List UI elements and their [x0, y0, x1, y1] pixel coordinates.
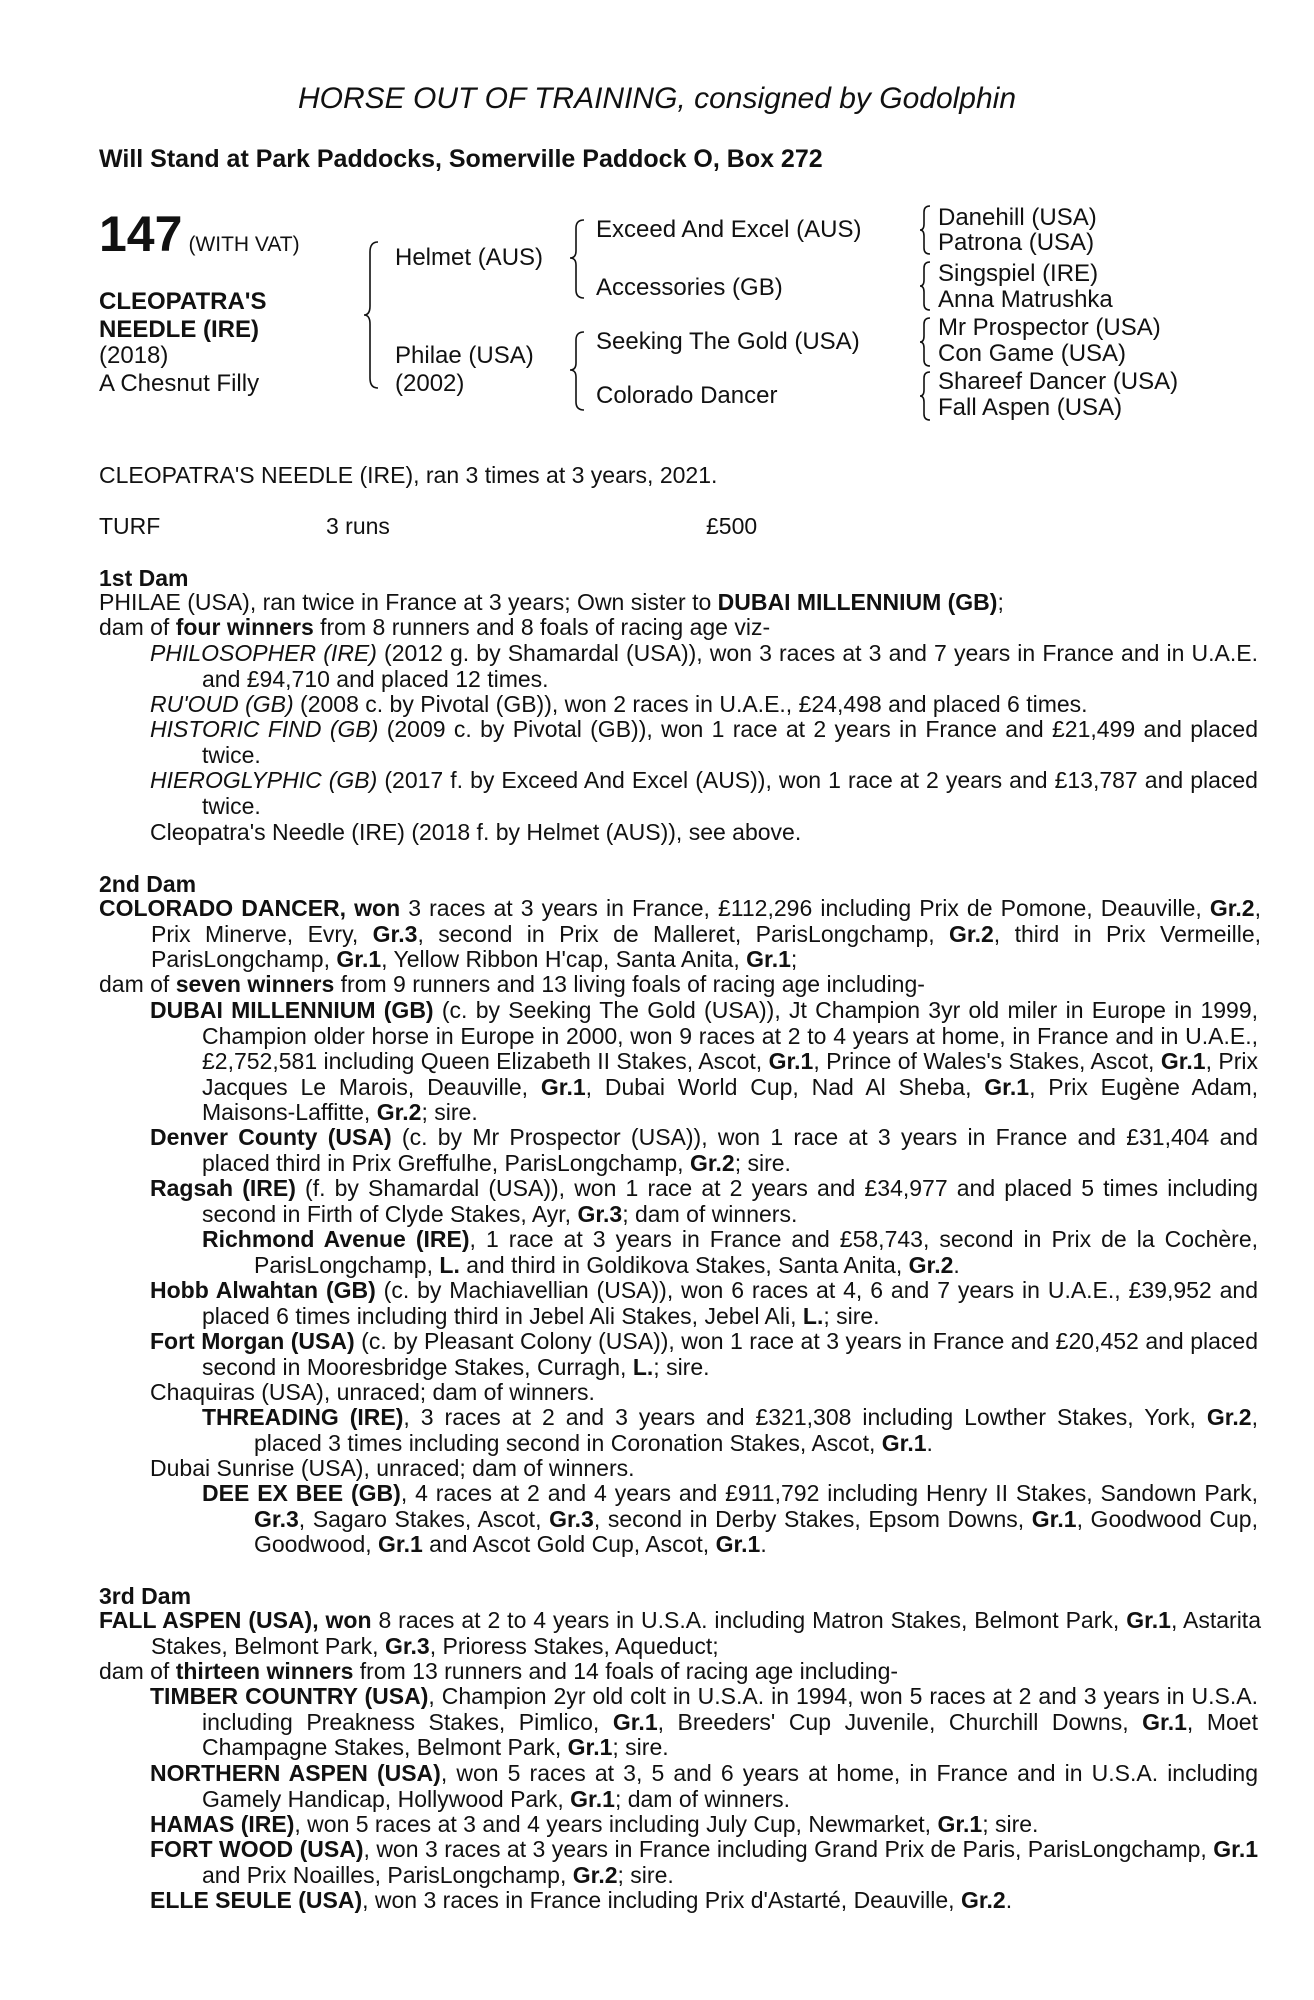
- horse-name-line1: CLEOPATRA'S: [99, 288, 267, 315]
- text-run: L.: [802, 1302, 824, 1329]
- text-run: Ragsah (IRE): [150, 1175, 296, 1201]
- pedigree-dam-sire: Seeking The Gold (USA): [596, 328, 860, 355]
- first-dam-offspring-5: [150, 820, 1206, 846]
- text-run: L.: [632, 1353, 654, 1380]
- pedigree-brace-g1: [918, 204, 932, 256]
- text-run: Gr.1: [378, 1531, 423, 1557]
- text-run: from 9 runners and 13 living foals of racing age including-: [334, 971, 925, 997]
- text-run: Gr.2: [960, 1887, 1006, 1913]
- text-run: DUBAI MILLENNIUM (GB): [150, 997, 434, 1023]
- text-run: Gr.3: [549, 1505, 594, 1532]
- text-run: THREADING (IRE): [202, 1404, 404, 1430]
- text-run: ; dam of winners.: [614, 1785, 791, 1812]
- text-run: L.: [439, 1251, 460, 1278]
- text-run: ; sire.: [617, 1861, 674, 1888]
- text-run: , 4 races at 2 and 4 years and £911,792 including Henry II Stakes, Sandown Park,: [400, 1480, 1259, 1506]
- text-run: ; sire.: [982, 1811, 1039, 1837]
- text-run: PHILAE (USA), ran twice in France at 3 years; Own sister to: [99, 589, 718, 615]
- text-run: , second in Derby Stakes, Epsom Downs,: [593, 1505, 1032, 1532]
- text-run: and third in Goldikova Stakes, Santa Anita,: [459, 1251, 909, 1278]
- text-run: , placed 3 times including second in Coronation Stakes, Ascot,: [254, 1404, 1258, 1456]
- third-dam-offspring-5: [150, 1888, 1258, 1914]
- first-dam-offspring-4: [150, 768, 1258, 819]
- pedigree-sire-sire: Exceed And Excel (AUS): [596, 216, 862, 243]
- third-dam-offspring-4: [150, 1837, 1258, 1888]
- pedigree-sire: Helmet (AUS): [395, 244, 544, 271]
- pedigree-g1: Danehill (USA): [938, 204, 1097, 231]
- second-dam-offspring-2: [150, 1125, 1258, 1176]
- text-run: , Sagaro Stakes, Ascot,: [298, 1505, 550, 1532]
- text-run: Gr.1: [1142, 1708, 1187, 1735]
- second-dam-offspring-6: [150, 1380, 1206, 1406]
- text-run: ;: [997, 589, 1004, 615]
- text-run: .: [760, 1531, 767, 1557]
- text-run: Gr.1: [1213, 1836, 1259, 1862]
- text-run: , won 5 races at 3, 5 and 6 years at home, in France and in U.S.A. including Gamely Handicap, Hollywood Park,: [202, 1760, 1258, 1812]
- text-run: (c. by Pleasant Colony (USA)), won 1 race at 3 years in France and £20,452 and placed second in Mooresbridge Stakes, Curragh,: [202, 1328, 1258, 1380]
- text-run: (2008 c. by Pivotal (GB)), won 2 races in U.A.E., £24,498 and placed 6 times.: [293, 691, 1088, 717]
- text-run: , won: [312, 1607, 372, 1633]
- text-run: Dubai Sunrise (USA), unraced; dam of winners.: [150, 1455, 635, 1481]
- text-run: ; sire.: [612, 1734, 669, 1760]
- text-run: .: [1005, 1887, 1013, 1913]
- text-run: , Yellow Ribbon H'cap, Santa Anita,: [381, 946, 747, 972]
- text-run: ;: [790, 946, 798, 972]
- text-run: , Prioress Stakes, Aqueduct;: [429, 1632, 719, 1659]
- text-run: TIMBER COUNTRY (USA): [150, 1683, 429, 1709]
- text-run: Denver County (USA): [150, 1124, 392, 1150]
- text-run: , 3 races at 2 and 3 years and £321,308 including Lowther Stakes, York,: [403, 1404, 1207, 1430]
- turf-label: TURF: [99, 513, 161, 539]
- text-run: from 8 runners and 8 foals of racing age viz-: [313, 614, 771, 640]
- text-run: Gr.1: [937, 1811, 983, 1837]
- pedigree-g2: Patrona (USA): [938, 229, 1095, 256]
- second-dam-title: 2nd Dam: [99, 871, 197, 897]
- second-dam-offspring-3: [150, 1176, 1258, 1227]
- first-dam-line: [99, 590, 1209, 616]
- text-run: 8 races at 2 to 4 years in U.S.A. including Matron Stakes, Belmont Park,: [371, 1607, 1127, 1633]
- first-dam-produce: [99, 615, 1209, 641]
- third-dam-offspring-1: [150, 1684, 1258, 1761]
- text-run: DUBAI MILLENNIUM (GB): [717, 589, 998, 615]
- pedigree-dam-dam: Colorado Dancer: [596, 382, 778, 409]
- second-dam-offspring-7: [150, 1456, 1206, 1482]
- text-run: thirteen winners: [175, 1658, 354, 1684]
- text-run: ; sire.: [421, 1099, 478, 1125]
- text-run: Richmond Avenue (IRE): [202, 1226, 470, 1252]
- text-run: Cleopatra's Needle (IRE) (2018 f. by Helmet (AUS)), see above.: [150, 819, 802, 845]
- text-run: , Champion 2yr old colt in U.S.A. in 1994, won 5 races at 2 and 3 years in U.S.A. including Preakness Stakes, Pimlico,: [202, 1683, 1258, 1735]
- text-run: , third in Prix Vermeille, ParisLongchamp,: [151, 920, 1261, 972]
- text-run: , Astarita Stakes, Belmont Park,: [151, 1607, 1261, 1659]
- pedigree-g6: Con Game (USA): [938, 340, 1127, 367]
- text-run: , won 5 races at 3 and 4 years including July Cup, Newmarket,: [294, 1811, 938, 1837]
- text-run: four winners: [175, 614, 314, 640]
- horse-year: (2018): [99, 342, 169, 369]
- text-run: , Prix Eugène Adam, Maisons-Laffitte,: [202, 1073, 1258, 1125]
- text-run: Gr.2: [689, 1149, 735, 1176]
- text-run: and Prix Noailles, ParisLongchamp,: [202, 1861, 573, 1888]
- pedigree-brace-sire: [568, 218, 586, 300]
- text-run: HAMAS (IRE): [150, 1811, 295, 1837]
- text-run: (f. by Shamardal (USA)), won 1 race at 2 years and £34,977 and placed 5 times including second in Firth of Clyde Stakes, Ayr,: [202, 1175, 1258, 1227]
- text-run: Gr.3: [372, 920, 418, 947]
- pedigree-brace-g4: [918, 370, 932, 422]
- turf-earnings: £500: [706, 513, 758, 539]
- third-dam-title: 3rd Dam: [99, 1583, 192, 1609]
- text-run: , Prince of Wales's Stakes, Ascot,: [813, 1048, 1161, 1074]
- text-run: (c. by Seeking The Gold (USA)), Jt Champion 3yr old miler in Europe in 1999, Champion older horse in Europe in 2000, won 9 races at 2 to 4 years at home, in France and in U.A.E., £2,752,581 including Queen Elizabeth II Stakes, Ascot,: [202, 997, 1259, 1074]
- text-run: NORTHERN ASPEN (USA): [150, 1760, 441, 1786]
- text-run: , Moet Champagne Stakes, Belmont Park,: [202, 1708, 1258, 1760]
- third-dam-offspring-3: [150, 1812, 1258, 1838]
- text-run: Gr.1: [715, 1531, 761, 1557]
- text-run: dam of: [99, 1658, 176, 1684]
- pedigree-sire-dam: Accessories (GB): [596, 274, 783, 301]
- text-run: Hobb Alwahtan (GB): [150, 1277, 376, 1303]
- text-run: (c. by Machiavellian (USA)), won 6 races at 4, 6 and 7 years in U.A.E., £39,952 and placed 6 times including third in Jebel Ali Stakes, Jebel Ali,: [202, 1277, 1258, 1329]
- third-dam-produce: [99, 1659, 1209, 1685]
- page-title: HORSE OUT OF TRAINING, consigned by Godolphin: [297, 82, 1017, 115]
- turf-runs: 3 runs: [326, 513, 390, 539]
- text-run: COLORADO DANCER: [99, 895, 340, 921]
- text-run: Gr.1: [984, 1073, 1030, 1100]
- first-dam-offspring-3: [150, 717, 1258, 768]
- text-run: and Ascot Gold Cup, Ascot,: [422, 1531, 716, 1557]
- pedigree-brace-main: [362, 240, 380, 390]
- text-run: (c. by Mr Prospector (USA)), won 1 race at 3 years in France and £31,404 and placed third in Prix Greffulhe, ParisLongchamp,: [202, 1124, 1258, 1176]
- text-run: (2017 f. by Exceed And Excel (AUS)), won 1 race at 2 years and £13,787 and placed twice.: [202, 767, 1258, 819]
- text-run: HIEROGLYPHIC (GB): [150, 767, 378, 793]
- text-run: Gr.2: [949, 920, 994, 947]
- text-run: (2012 g. by Shamardal (USA)), won 3 races at 3 and 7 years in France and in U.A.E. and £94,710 and placed 12 times.: [202, 640, 1258, 692]
- text-run: , 1 race at 3 years in France and £58,743, second in Prix de la Cochère, ParisLongchamp,: [254, 1226, 1258, 1278]
- pedigree-dam-year: (2002): [395, 370, 465, 397]
- text-run: Gr.2: [908, 1251, 954, 1278]
- text-run: .: [926, 1429, 933, 1456]
- text-run: Gr.2: [1209, 895, 1255, 921]
- text-run: , Prix Jacques Le Marois, Deauville,: [202, 1048, 1259, 1100]
- text-run: ; sire.: [734, 1149, 791, 1176]
- stand-location: Will Stand at Park Paddocks, Somerville Paddock O, Box 272: [99, 145, 823, 173]
- text-run: Gr.1: [881, 1429, 927, 1456]
- text-run: RU'OUD (GB): [150, 691, 294, 717]
- text-run: Gr.1: [746, 946, 791, 972]
- horse-name: [99, 288, 339, 344]
- text-run: Gr.1: [612, 1708, 658, 1735]
- text-run: Chaquiras (USA), unraced; dam of winners.: [150, 1379, 595, 1405]
- second-dam-grand-offspring-2: [202, 1405, 1258, 1456]
- text-run: Gr.1: [567, 1734, 613, 1760]
- first-dam-title: 1st Dam: [99, 565, 189, 591]
- first-dam-offspring-1: [150, 641, 1258, 692]
- text-run: from 13 runners and 14 foals of racing age including-: [353, 1658, 899, 1684]
- second-dam-offspring-4: [150, 1278, 1258, 1329]
- text-run: PHILOSOPHER (IRE): [150, 640, 377, 666]
- text-run: , Dubai World Cup, Nad Al Sheba,: [585, 1073, 985, 1100]
- first-dam-offspring-2: [150, 692, 1258, 718]
- pedigree-g5: Mr Prospector (USA): [938, 314, 1161, 341]
- text-run: ELLE SEULE (USA): [150, 1887, 363, 1913]
- text-run: seven winners: [175, 971, 335, 997]
- text-run: Gr.1: [1031, 1505, 1077, 1532]
- text-run: Gr.1: [1126, 1607, 1171, 1633]
- lot-number: 147: [99, 206, 183, 262]
- text-run: Fort Morgan (USA): [150, 1328, 355, 1354]
- third-dam-offspring-2: [150, 1761, 1258, 1812]
- horse-description: A Chesnut Filly: [99, 370, 260, 397]
- text-run: .: [953, 1251, 960, 1278]
- text-run: Gr.1: [570, 1785, 615, 1812]
- pedigree-g8: Fall Aspen (USA): [938, 394, 1123, 421]
- pedigree-g3: Singspiel (IRE): [938, 260, 1099, 287]
- second-dam-produce: [99, 972, 1209, 998]
- pedigree-g7: Shareef Dancer (USA): [938, 368, 1179, 395]
- text-run: Gr.1: [336, 946, 382, 972]
- text-run: HISTORIC FIND (GB): [150, 716, 379, 742]
- text-run: Gr.3: [384, 1632, 430, 1659]
- pedigree-brace-g2: [918, 260, 932, 312]
- text-run: ; sire.: [823, 1302, 880, 1329]
- text-run: FORT WOOD (USA): [150, 1836, 364, 1862]
- text-run: ; sire.: [653, 1353, 710, 1380]
- second-dam-offspring-1: [150, 998, 1258, 1126]
- text-run: Gr.2: [1206, 1404, 1252, 1430]
- text-run: , won: [339, 895, 401, 921]
- text-run: DEE EX BEE (GB): [202, 1480, 401, 1506]
- text-run: Gr.1: [540, 1073, 586, 1100]
- text-run: (2009 c. by Pivotal (GB)), won 1 race at 2 years in France and £21,499 and placed twice.: [202, 716, 1258, 768]
- text-run: , Breeders' Cup Juvenile, Churchill Downs,: [657, 1708, 1143, 1735]
- pedigree-brace-dam: [568, 330, 586, 412]
- text-run: Gr.3: [577, 1200, 623, 1227]
- text-run: dam of: [99, 614, 176, 640]
- text-run: Gr.1: [768, 1048, 814, 1074]
- text-run: Gr.2: [572, 1861, 618, 1888]
- text-run: , won 3 races at 3 years in France including Grand Prix de Paris, ParisLongchamp,: [363, 1836, 1214, 1862]
- text-run: 3 races at 3 years in France, £112,296 including Prix de Pomone, Deauville,: [400, 895, 1210, 921]
- pedigree-g4: Anna Matrushka: [938, 286, 1113, 313]
- text-run: dam of: [99, 971, 176, 997]
- second-dam-grand-offspring-3: [202, 1481, 1258, 1558]
- second-dam-record: [99, 896, 1261, 973]
- text-run: , won 3 races in France including Prix d'Astarté, Deauville,: [362, 1887, 961, 1913]
- text-run: FALL ASPEN (USA): [99, 1607, 313, 1633]
- text-run: Gr.1: [1160, 1048, 1206, 1074]
- text-run: , Goodwood Cup, Goodwood,: [254, 1505, 1258, 1557]
- text-run: , Prix Minerve, Evry,: [151, 895, 1261, 947]
- second-dam-grand-offspring-1: [202, 1227, 1258, 1278]
- pedigree-dam: Philae (USA): [395, 342, 534, 369]
- lot-number-block: [99, 205, 300, 263]
- text-run: ; dam of winners.: [622, 1200, 798, 1227]
- text-run: Gr.3: [254, 1505, 299, 1532]
- race-summary: CLEOPATRA'S NEEDLE (IRE), ran 3 times at 3 years, 2021.: [99, 462, 718, 488]
- text-run: Gr.2: [376, 1099, 422, 1125]
- horse-name-line2: NEEDLE (IRE): [99, 316, 260, 343]
- text-run: , second in Prix de Malleret, ParisLongchamp,: [417, 920, 950, 947]
- third-dam-record: [99, 1608, 1261, 1659]
- vat-label: (WITH VAT): [188, 233, 300, 256]
- second-dam-offspring-5: [150, 1329, 1258, 1380]
- pedigree-brace-g3: [918, 316, 932, 368]
